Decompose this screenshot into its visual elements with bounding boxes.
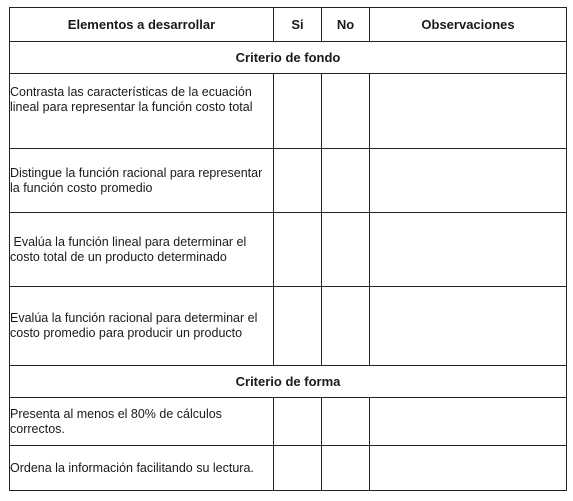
section-title-forma: Criterio de forma	[10, 366, 567, 398]
criterion-text: Contrasta las características de la ecuación lineal para representar la función costo total	[10, 74, 274, 149]
observations-cell[interactable]	[370, 149, 567, 213]
table-row	[10, 213, 567, 287]
header-si: Si	[274, 8, 322, 42]
table-row	[10, 149, 567, 213]
no-cell[interactable]	[322, 287, 370, 366]
section-title-fondo: Criterio de fondo	[10, 42, 567, 74]
si-cell[interactable]	[274, 287, 322, 366]
no-cell[interactable]	[322, 213, 370, 287]
section-row	[10, 366, 567, 398]
si-cell[interactable]	[274, 398, 322, 446]
evaluation-rubric-table	[9, 7, 567, 491]
observations-cell[interactable]	[370, 287, 567, 366]
criterion-text: Evalúa la función lineal para determinar el costo total de un producto determinado	[10, 213, 274, 287]
si-cell[interactable]	[274, 446, 322, 491]
header-observations: Observaciones	[370, 8, 567, 42]
si-cell[interactable]	[274, 213, 322, 287]
section-row	[10, 42, 567, 74]
observations-cell[interactable]	[370, 446, 567, 491]
table-row	[10, 446, 567, 491]
no-cell[interactable]	[322, 149, 370, 213]
no-cell[interactable]	[322, 446, 370, 491]
observations-cell[interactable]	[370, 398, 567, 446]
criterion-text: Distingue la función racional para representar la función costo promedio	[10, 149, 274, 213]
criterion-text: Ordena la información facilitando su lectura.	[10, 446, 274, 491]
no-cell[interactable]	[322, 398, 370, 446]
criterion-text: Evalúa la función racional para determinar el costo promedio para producir un producto	[10, 287, 274, 366]
header-no: No	[322, 8, 370, 42]
no-cell[interactable]	[322, 74, 370, 149]
table-row	[10, 74, 567, 149]
table-row	[10, 287, 567, 366]
table-row	[10, 398, 567, 446]
header-elements: Elementos a desarrollar	[10, 8, 274, 42]
si-cell[interactable]	[274, 74, 322, 149]
si-cell[interactable]	[274, 149, 322, 213]
observations-cell[interactable]	[370, 74, 567, 149]
observations-cell[interactable]	[370, 213, 567, 287]
criterion-text: Presenta al menos el 80% de cálculos correctos.	[10, 398, 274, 446]
header-row	[10, 8, 567, 42]
